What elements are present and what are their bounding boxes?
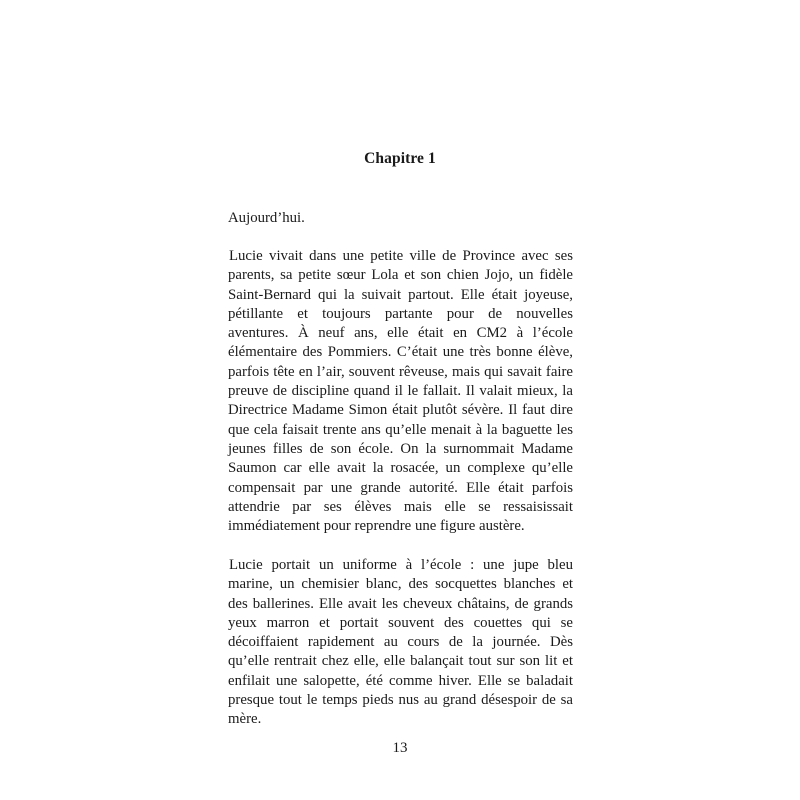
- body-paragraph-1: Lucie vivait dans une petite ville de Province avec ses parents, sa petite sœur Lola et son chien Jojo, un fidèle Saint-Bernard qui la suivait partout. Elle était joyeuse, pétillante et toujours partante pour de nouvelles aventures. À neuf ans, elle était en CM2 à l’école élémentaire des Pommiers. C’était une très bonne élève, parfois tête en l’air, souvent rêveuse, mais qui savait faire preuve de discipline quand il le fallait. Il valait mieux, la Directrice Madame Simon était plutôt sévère. Il faut dire que cela faisait trente ans qu’elle menait à la baguette les jeunes filles de son école. On la surnommait Madame Saumon car elle avait la rosacée, un complexe qu’elle compensait par une grande autorité. Elle était parfois attendrie par ses élèves mais elle se ressaisissait immédiatement pour reprendre une figure austère.: [228, 248, 573, 535]
- page-number: 13: [392, 740, 408, 756]
- paragraph-block-2: [228, 556, 573, 730]
- paragraph-block-1: [228, 247, 573, 536]
- opening-line-block: [228, 209, 573, 228]
- body-paragraph-2: Lucie portait un uniforme à l’école : une jupe bleu marine, un chemisier blanc, des socquettes blanches et des ballerines. Elle avait les cheveux châtains, de grands yeux marron et portait souvent des couettes qui se décoiffaient rapidement au cours de la journée. Dès qu’elle rentrait chez elle, elle balançait tout sur son lit et enfilait une salopette, été comme hiver. Elle se baladait presque tout le temps pieds nus au grand désespoir de sa mère.: [228, 557, 573, 728]
- opening-line: Aujourd’hui.: [228, 210, 305, 226]
- chapter-title: Chapitre 1: [364, 150, 436, 167]
